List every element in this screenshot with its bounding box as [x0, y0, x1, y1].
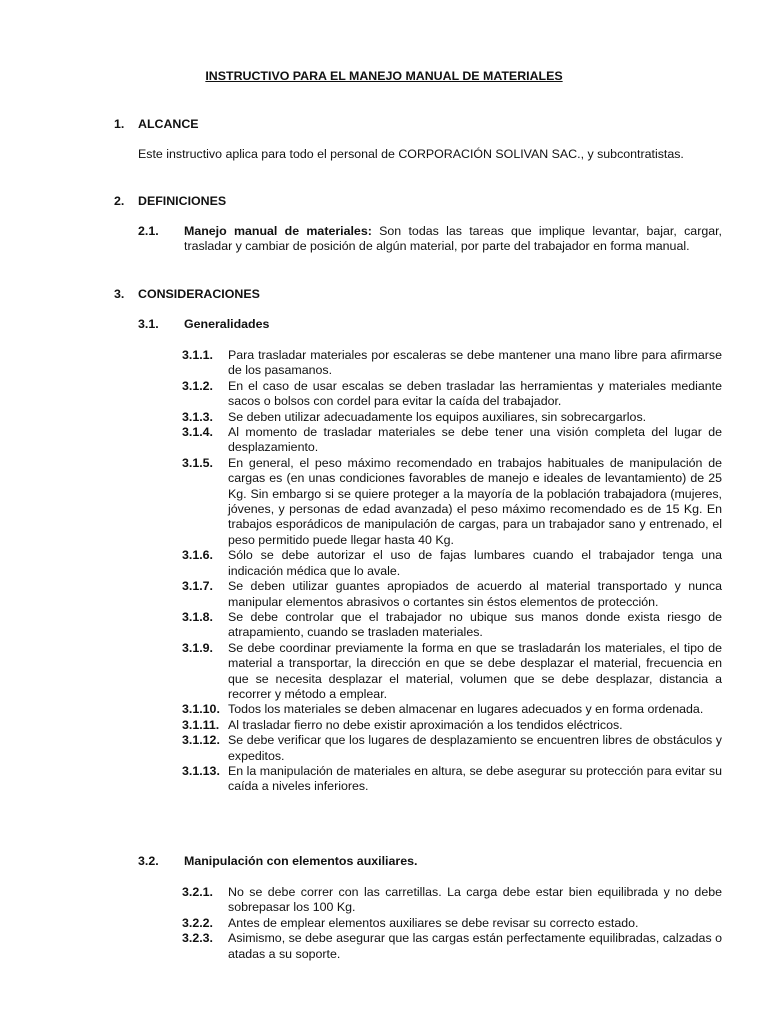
list-item: [182, 764, 722, 795]
item-number: 3.1.8.: [182, 609, 214, 624]
item-number: 3.2.1.: [182, 885, 214, 899]
item-text: Al trasladar fierro no debe existir aproximación a los tendidos eléctricos.: [228, 717, 623, 732]
item-number: 3.1.2.: [182, 378, 214, 393]
item-text: Al momento de trasladar materiales se debe tener una visión completa del lugar de desplazamiento.: [228, 425, 722, 455]
section-number: 1.: [114, 117, 125, 131]
item-text: En el caso de usar escalas se deben trasladar las herramientas y materiales mediante sacos o bolsos con cordel para evitar la caída del trabajador.: [228, 378, 722, 409]
list-item: [182, 425, 722, 456]
item-text: No se debe correr con las carretillas. La carga debe estar bien equilibrada y no debe sobrepasar los 100 Kg.: [228, 885, 722, 915]
item-number: 3.1.9.: [182, 640, 214, 655]
section-title: CONSIDERACIONES: [138, 287, 260, 301]
item-number: 3.1.4.: [182, 425, 214, 440]
list-item: [182, 348, 722, 379]
item-number: 3.1.5.: [182, 455, 214, 470]
section-heading-alcance: [114, 117, 199, 132]
subsection-heading-generalidades: [138, 317, 269, 332]
definition-text: Son todas las tareas que implique levantar, bajar, cargar, trasladar y cambiar de posición de algún material, por parte del trabajador en forma manual.: [184, 224, 722, 254]
list-item: [182, 702, 722, 717]
item-number: 3.1.12.: [182, 733, 220, 748]
item-text: Todos los materiales se deben almacenar en lugares adecuados y en forma ordenada.: [228, 702, 704, 717]
item-text: Se deben utilizar guantes apropiados de acuerdo al material transportado y nunca manipular elementos abrasivos o cortantes sin éstos elementos de protección.: [228, 579, 722, 609]
item-text: Antes de emplear elementos auxiliares se debe revisar su correcto estado.: [228, 915, 639, 930]
definition-term: Manejo manual de materiales:: [184, 224, 372, 238]
auxiliares-list: [182, 885, 722, 962]
section-heading-definiciones: [114, 194, 226, 209]
list-item: [182, 610, 722, 641]
item-number: 3.1.10.: [182, 702, 220, 717]
list-item: [182, 456, 722, 548]
section-title: DEFINICIONES: [138, 194, 227, 208]
list-item: [182, 718, 722, 733]
list-item: [182, 641, 722, 703]
item-number: 3.1.1.: [182, 348, 214, 362]
section-number: 3.: [114, 287, 125, 301]
list-item: [182, 885, 722, 916]
document-title: INSTRUCTIVO PARA EL MANEJO MANUAL DE MATERIALES: [205, 69, 563, 83]
subsection-number: 3.1.: [138, 317, 159, 331]
definition-manejo-manual: [138, 224, 722, 255]
item-number: 3.1.3.: [182, 409, 214, 424]
section-number: 2.: [114, 194, 125, 208]
list-item: [182, 931, 722, 962]
item-number: 3.1.6.: [182, 548, 214, 563]
list-item: [182, 410, 722, 425]
list-item: [182, 579, 722, 610]
item-text: Sólo se debe autorizar el uso de fajas lumbares cuando el trabajador tenga una indicación médica que lo avale.: [228, 548, 722, 578]
item-text: Se debe coordinar previamente la forma en que se trasladarán los materiales, el tipo de material a transportar, la dirección en que se debe desplazar el material, frecuencia en que se necesita desplazar el material, volumen que se debe desplazar, distancia a recorrer y método a emplear.: [228, 640, 722, 701]
subsection-title: Generalidades: [184, 317, 270, 331]
item-number: 3.2.3.: [182, 931, 214, 946]
item-number: 3.1.7.: [182, 579, 214, 594]
subsection-title: Manipulación con elementos auxiliares.: [184, 854, 418, 868]
subsection-heading-auxiliares: [138, 854, 417, 869]
item-text: Para trasladar materiales por escaleras se debe mantener una mano libre para afirmarse de los pasamanos.: [228, 348, 722, 378]
list-item: [182, 548, 722, 579]
item-number: 3.1.11.: [182, 717, 220, 732]
item-text: Se deben utilizar adecuadamente los equipos auxiliares, sin sobrecargarlos.: [228, 409, 647, 424]
item-number: 3.1.13.: [182, 763, 220, 778]
item-text: Se debe verificar que los lugares de desplazamiento se encuentren libres de obstáculos y expeditos.: [228, 733, 722, 763]
alcance-paragraph: Este instructivo aplica para todo el personal de CORPORACIÓN SOLIVAN SAC., y subcontratistas.: [138, 147, 684, 161]
generalidades-list: [182, 348, 722, 795]
list-item: [182, 916, 722, 931]
section-title: ALCANCE: [138, 117, 199, 131]
item-text: Se debe controlar que el trabajador no ubique sus manos donde exista riesgo de atrapamiento, cuando se trasladen materiales.: [228, 609, 722, 640]
item-text: En la manipulación de materiales en altura, se debe asegurar su protección para evitar su caída a niveles inferiores.: [228, 763, 722, 794]
section-heading-consideraciones: [114, 287, 260, 302]
item-number: 3.2.2.: [182, 915, 214, 930]
list-item: [182, 733, 722, 764]
item-text: Asimismo, se debe asegurar que las cargas están perfectamente equilibradas, calzadas o atadas a su soporte.: [228, 931, 722, 961]
definition-number: 2.1.: [138, 224, 159, 238]
list-item: [182, 379, 722, 410]
item-text: En general, el peso máximo recomendado en trabajos habituales de manipulación de cargas es (en unas condiciones favorables de manejo e ideales de levantamiento) de 25 Kg. Sin embargo si se quiere proteger a la mayoría de la población trabajadora (mujeres, jóvenes, y personas de edad avanzada) el peso máximo recomendado es de 15 Kg. En trabajos esporádicos de manipulación de cargas, para un trabajador sano y entrenado, el peso permitido puede llegar hasta 40 Kg.: [228, 455, 722, 547]
subsection-number: 3.2.: [138, 854, 159, 868]
definition-body: [184, 224, 722, 255]
